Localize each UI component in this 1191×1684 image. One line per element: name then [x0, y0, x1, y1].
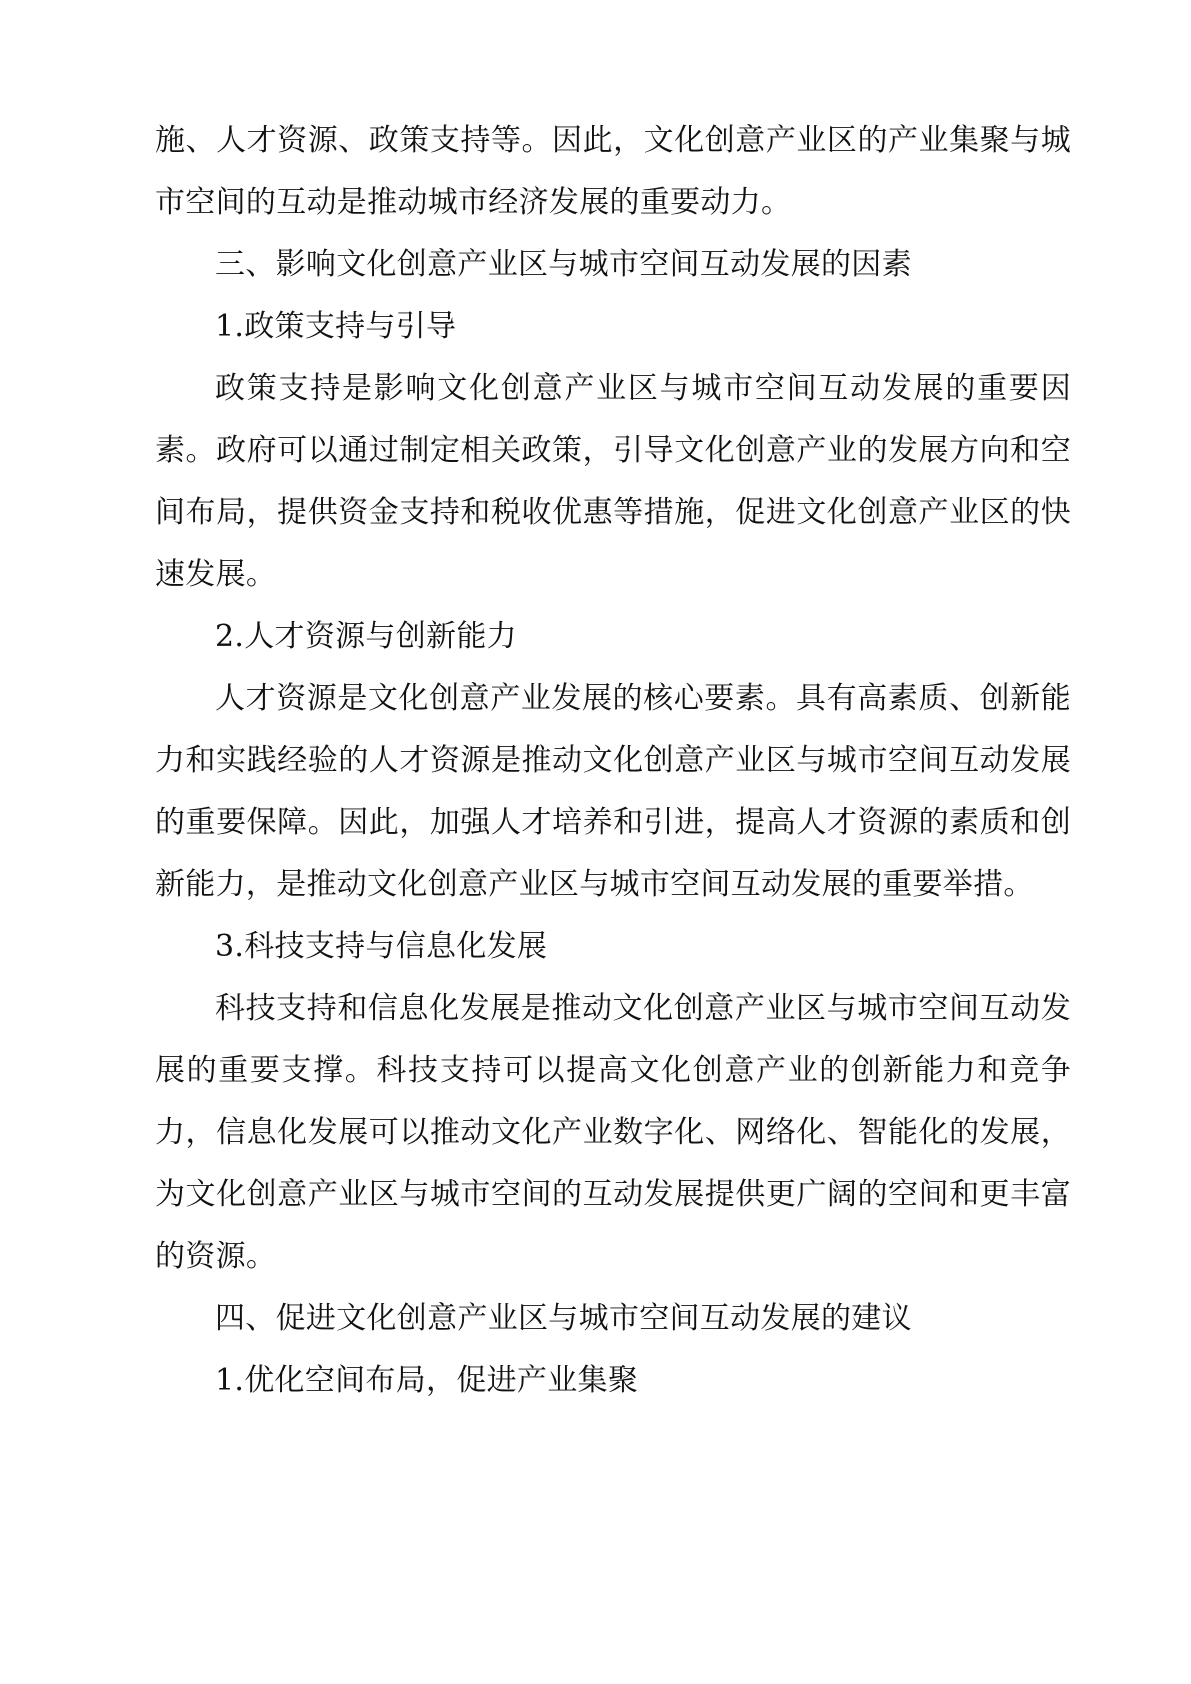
subheading-3-3: 3.科技支持与信息化发展 [215, 929, 548, 964]
section-heading-4: 四、促进文化创意产业区与城市空间互动发展的建议 [215, 1301, 912, 1336]
paragraph-technology: 科技支持和信息化发展是推动文化创意产业区与城市空间互动发展的重要支撑。科技支持可以提高文化创意产业的创新能力和竞争力，信息化发展可以推动文化产业数字化、网络化、智能化的发展，为文化创意产业区与城市空间的互动发展提供更广阔的空间和更丰富的资源。 [155, 991, 1071, 1274]
subheading-4-1: 1.优化空间布局，促进产业集聚 [215, 1363, 639, 1398]
subheading-3-2: 2.人才资源与创新能力 [215, 619, 517, 654]
paragraph-talent: 人才资源是文化创意产业发展的核心要素。具有高素质、创新能力和实践经验的人才资源是推动文化创意产业区与城市空间互动发展的重要保障。因此，加强人才培养和引进，提高人才资源的素质和创新能力，是推动文化创意产业区与城市空间互动发展的重要举措。 [155, 681, 1071, 902]
paragraph-policy: 政策支持是影响文化创意产业区与城市空间互动发展的重要因素。政府可以通过制定相关政策，引导文化创意产业的发展方向和空间布局，提供资金支持和税收优惠等措施，促进文化创意产业区的快速发展。 [155, 371, 1071, 592]
document-body [155, 110, 1071, 1412]
subheading-3-1: 1.政策支持与引导 [215, 309, 457, 344]
section-heading-3: 三、影响文化创意产业区与城市空间互动发展的因素 [215, 247, 912, 282]
paragraph-continuation: 施、人才资源、政策支持等。因此，文化创意产业区的产业集聚与城市空间的互动是推动城市经济发展的重要动力。 [155, 123, 1071, 220]
